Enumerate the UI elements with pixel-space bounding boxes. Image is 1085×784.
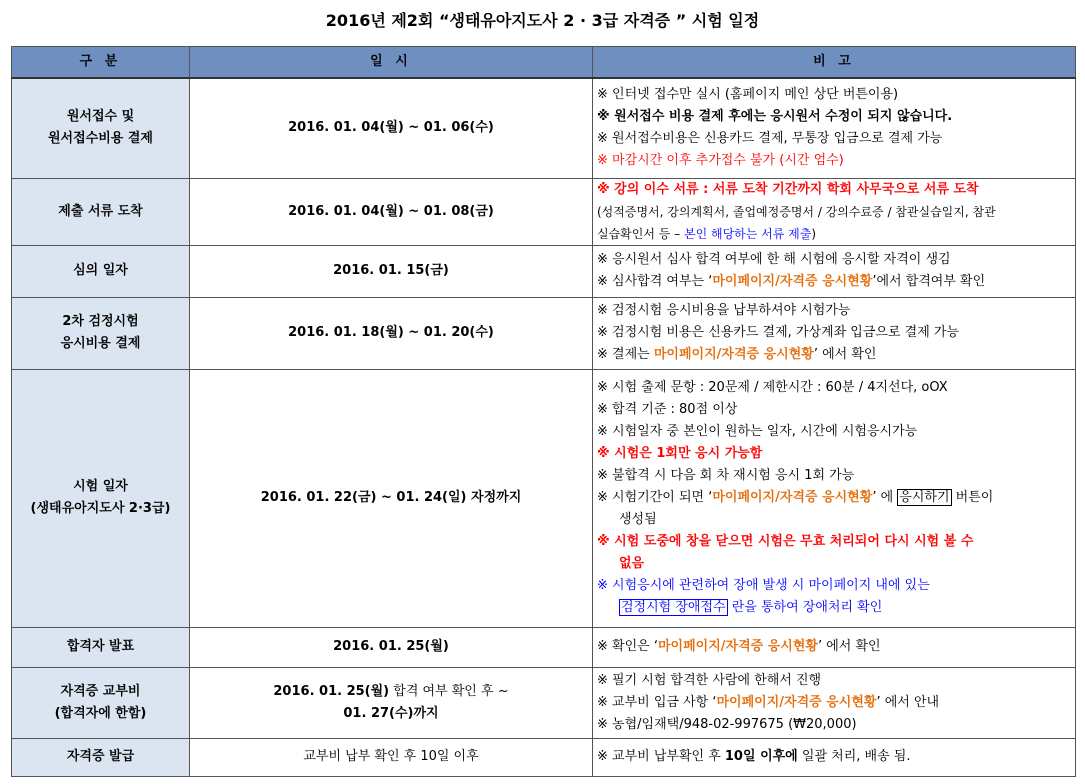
row-category — [12, 667, 190, 738]
category-line: 시험 일자 — [73, 479, 128, 494]
remark-line — [597, 271, 1067, 293]
category-line: 2차 검정시험 — [62, 314, 139, 329]
category-line: 원서접수 및 — [66, 109, 135, 125]
remark-text: ’ 에 — [872, 490, 898, 505]
remark-line — [597, 344, 1067, 366]
header-category: 구 분 — [12, 47, 190, 79]
remark-text: ’ 에서 확인 — [817, 639, 881, 654]
category-line: 원서접수비용 결제 — [48, 131, 153, 147]
row-date — [190, 667, 593, 738]
remark-line: ※ 강의 이수 서류 : 서류 도착 기간까지 학회 사무국으로 서류 도착 — [597, 181, 979, 197]
category-line: 자격증 교부비 — [60, 683, 141, 699]
row-remarks — [593, 627, 1076, 667]
remark-highlight: 마이페이지/자격증 응시현황 — [712, 490, 873, 505]
table-row — [12, 178, 1076, 245]
row-remarks — [593, 738, 1076, 776]
date-line — [196, 681, 586, 703]
remark-text: ’ 에서 확인 — [813, 347, 877, 362]
row-remarks — [593, 667, 1076, 738]
remark-line: ※ 검정시험 응시비용을 납부하셔야 시험가능 — [597, 303, 851, 318]
remark-text: ) — [811, 226, 817, 241]
remark-line: ※ 농협/임재택/948-02-997675 (₩20,000) — [597, 716, 857, 732]
remark-highlight: 10일 이후에 — [724, 749, 798, 764]
exam-error-report-link[interactable]: 검정시험 장애접수 — [621, 600, 726, 615]
row-date: 2016. 01. 18(월) ~ 01. 20(수) — [190, 297, 593, 369]
remark-text: 일괄 처리, 배송 됨. — [797, 749, 911, 764]
remark-text: ’ 에서 안내 — [876, 694, 940, 710]
remark-highlight: 마이페이지/자격증 응시현황 — [653, 347, 814, 362]
remark-highlight: 마이페이지/자격증 응시현황 — [712, 274, 873, 289]
remark-line — [597, 746, 1067, 768]
row-category — [12, 369, 190, 627]
row-category: 제출 서류 도착 — [12, 178, 190, 245]
row-category — [12, 78, 190, 178]
remark-line — [597, 692, 1067, 714]
remark-line: ※ 불합격 시 다음 회 차 재시험 응시 1회 가능 — [597, 468, 855, 483]
table-header-row — [12, 47, 1076, 79]
remark-line: ※ 시험 도중에 창을 닫으면 시험은 무효 처리되어 다시 시험 볼 수 — [597, 534, 974, 549]
remark-line — [597, 487, 1067, 509]
remark-text: 실습확인서 등 – — [597, 226, 684, 241]
remark-text: ※ 시험기간이 되면 ‘ — [597, 490, 713, 505]
header-datetime: 일 시 — [190, 47, 593, 79]
schedule-table — [11, 46, 1076, 777]
row-date: 2016. 01. 04(월) ~ 01. 06(수) — [190, 78, 593, 178]
row-category: 자격증 발급 — [12, 738, 190, 776]
remark-line: (성적증명서, 강의계획서, 졸업예정증명서 / 강의수료증 / 참관실습일지, 참관 — [597, 204, 996, 219]
date-line: 01. 27(수)까지 — [343, 705, 439, 721]
header-remarks: 비 고 — [593, 47, 1076, 79]
row-date: 2016. 01. 22(금) ~ 01. 24(일) 자정까지 — [190, 369, 593, 627]
remark-line: ※ 시험일자 중 본인이 원하는 일자, 시간에 시험응시가능 — [597, 424, 918, 439]
remark-line: ※ 인터넷 접수만 실시 (홈페이지 메인 상단 버튼이용) — [597, 87, 899, 103]
remark-text: ’에서 합격여부 확인 — [872, 274, 986, 289]
remark-highlight: 본인 해당하는 서류 제출 — [684, 226, 812, 241]
remark-line: ※ 필기 시험 합격한 사람에 한해서 진행 — [597, 672, 822, 688]
row-remarks — [593, 245, 1076, 297]
remark-text: 버튼이 — [951, 490, 994, 505]
remark-text: 란을 통하여 장애처리 확인 — [727, 600, 883, 615]
table-row — [12, 369, 1076, 627]
remark-text: ※ 심사합격 여부는 ‘ — [597, 274, 713, 289]
remark-line: 없음 — [619, 556, 645, 571]
remark-line — [597, 223, 1067, 245]
table-row — [12, 78, 1076, 178]
table-row — [12, 297, 1076, 369]
table-row — [12, 738, 1076, 776]
remark-line: ※ 합격 기준 : 80점 이상 — [597, 402, 738, 417]
remark-line — [597, 636, 1067, 658]
category-line: 응시비용 결제 — [60, 336, 141, 351]
remark-text: ※ 교부비 입금 사항 ‘ — [597, 694, 717, 710]
remark-highlight: 마이페이지/자격증 응시현황 — [657, 639, 818, 654]
remark-line: ※ 원서접수비용은 신용카드 결제, 무통장 입금으로 결제 가능 — [597, 131, 943, 147]
row-category: 합격자 발표 — [12, 627, 190, 667]
row-category — [12, 297, 190, 369]
row-remarks — [593, 178, 1076, 245]
remark-line: ※ 시험 출제 문항 : 20문제 / 제한시간 : 60분 / 4지선다, oOX — [597, 380, 948, 395]
remark-line: ※ 검정시험 비용은 신용카드 결제, 가상계좌 입금으로 결제 가능 — [597, 325, 960, 340]
row-category: 심의 일자 — [12, 245, 190, 297]
apply-exam-button[interactable]: 응시하기 — [899, 490, 950, 505]
remark-highlight: 마이페이지/자격증 응시현황 — [716, 694, 877, 710]
category-line: (생태유아지도사 2·3급) — [30, 501, 171, 516]
remark-line: ※ 마감시간 이후 추가접수 불가 (시간 엄수) — [597, 153, 844, 169]
category-line: (합격자에 한함) — [54, 705, 147, 721]
row-remarks — [593, 369, 1076, 627]
remark-line: ※ 응시원서 심사 합격 여부에 한 해 시험에 응시할 자격이 생김 — [597, 252, 951, 267]
row-date: 2016. 01. 25(월) — [190, 627, 593, 667]
row-remarks — [593, 297, 1076, 369]
table-row — [12, 667, 1076, 738]
remark-line: ※ 시험은 1회만 응시 가능함 — [597, 446, 763, 461]
remark-text: ※ 결제는 — [597, 347, 654, 362]
remark-text: ※ 확인은 ‘ — [597, 639, 658, 654]
row-date: 2016. 01. 15(금) — [190, 245, 593, 297]
table-row — [12, 245, 1076, 297]
remark-line: ※ 시험응시에 관련하여 장애 발생 시 마이페이지 내에 있는 — [597, 578, 930, 593]
row-remarks — [593, 78, 1076, 178]
page-title: 2016년 제2회 “생태유아지도사 2 · 3급 자격증 ” 시험 일정 — [325, 11, 760, 30]
table-row — [12, 627, 1076, 667]
remark-line: ※ 원서접수 비용 결제 후에는 응시원서 수정이 되지 않습니다. — [597, 109, 953, 125]
row-date: 교부비 납부 확인 후 10일 이후 — [190, 738, 593, 776]
remark-text: ※ 교부비 납부확인 후 — [597, 749, 725, 764]
row-date: 2016. 01. 04(월) ~ 01. 08(금) — [190, 178, 593, 245]
date-text: 2016. 01. 25(월) — [273, 683, 390, 699]
remark-line — [597, 597, 1067, 619]
remark-line: 생성됨 — [619, 512, 657, 527]
date-text: 합격 여부 확인 후 ~ — [389, 683, 509, 699]
